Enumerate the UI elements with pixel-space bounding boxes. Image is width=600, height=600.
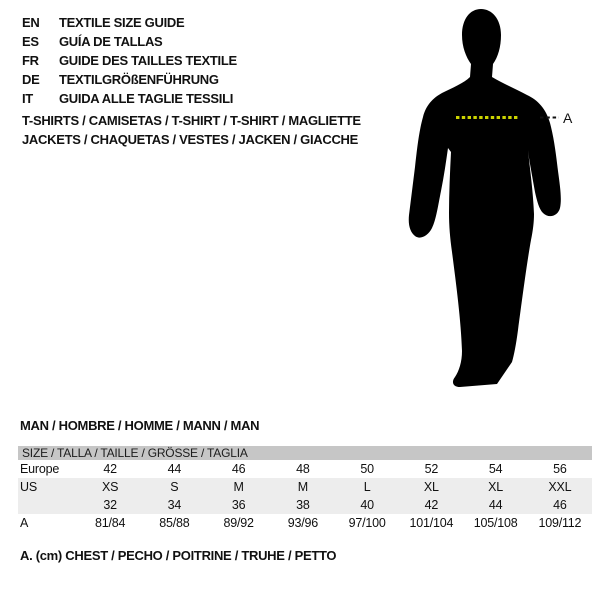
size-cell: 56 <box>553 462 567 476</box>
lang-code: IT <box>22 91 33 106</box>
size-cell: 109/112 <box>538 516 582 530</box>
row-label: US <box>20 480 37 494</box>
lang-code: ES <box>22 34 39 49</box>
table-row <box>18 460 592 478</box>
lang-label: GUIDE DES TAILLES TEXTILE <box>59 53 237 68</box>
size-cell: 38 <box>296 498 310 512</box>
size-cell: 42 <box>103 462 117 476</box>
table-row <box>18 496 592 514</box>
size-cell: XS <box>101 480 119 494</box>
row-label: A <box>20 516 29 530</box>
section-title-man: MAN / HOMBRE / HOMME / MANN / MAN <box>20 418 260 433</box>
size-cell: 40 <box>360 498 374 512</box>
lang-label: GUIDA ALLE TAGLIE TESSILI <box>59 91 234 106</box>
lang-code: EN <box>22 15 40 30</box>
size-cell: 105/108 <box>473 516 518 530</box>
lang-label: TEXTILGRÖßENFÜHRUNG <box>59 72 219 87</box>
size-cell: 89/92 <box>223 516 254 530</box>
size-table <box>18 446 592 532</box>
size-cell: 101/104 <box>409 516 454 530</box>
lang-code: DE <box>22 72 40 87</box>
lang-code: FR <box>22 53 39 68</box>
chest-footnote: A. (cm) CHEST / PECHO / POITRINE / TRUHE / PETTO <box>20 548 337 563</box>
size-cell: 36 <box>231 498 246 512</box>
garment-line-jackets: JACKETS / CHAQUETAS / VESTES / JACKEN / GIACCHE <box>22 132 358 147</box>
lang-label: TEXTILE SIZE GUIDE <box>59 15 185 30</box>
table-row <box>18 514 592 532</box>
size-cell: 34 <box>167 498 182 512</box>
size-cell: 93/96 <box>287 516 319 530</box>
man-silhouette <box>409 9 561 387</box>
lang-label: GUÍA DE TALLAS <box>59 34 163 49</box>
size-table-header: SIZE / TALLA / TAILLE / GRÖSSE / TAGLIA <box>18 446 592 460</box>
size-cell: 32 <box>103 498 117 512</box>
size-cell: 85/88 <box>159 516 190 530</box>
size-cell: M <box>297 480 308 494</box>
size-cell: 81/84 <box>94 516 126 530</box>
size-cell: L <box>363 480 371 494</box>
size-cell: XXL <box>548 480 572 494</box>
size-cell: M <box>233 480 244 494</box>
size-cell: XL <box>423 480 439 494</box>
size-cell: 54 <box>488 462 503 476</box>
size-cell: 46 <box>553 498 567 512</box>
size-cell: 48 <box>296 462 310 476</box>
garment-line-tshirts: T-SHIRTS / CAMISETAS / T-SHIRT / T-SHIRT / MAGLIETTE <box>22 113 361 128</box>
size-cell: 97/100 <box>348 516 386 530</box>
size-cell: 42 <box>424 498 439 512</box>
size-table-rows <box>18 460 592 532</box>
measure-label-a: A <box>563 110 573 126</box>
table-row <box>18 478 592 496</box>
size-cell: 44 <box>488 498 503 512</box>
size-cell: XL <box>488 480 504 494</box>
size-cell: 52 <box>424 462 439 476</box>
size-cell: 44 <box>167 462 182 476</box>
size-cell: 46 <box>231 462 246 476</box>
size-cell: 50 <box>360 462 374 476</box>
row-label: Europe <box>20 462 60 476</box>
size-cell: S <box>170 480 179 494</box>
